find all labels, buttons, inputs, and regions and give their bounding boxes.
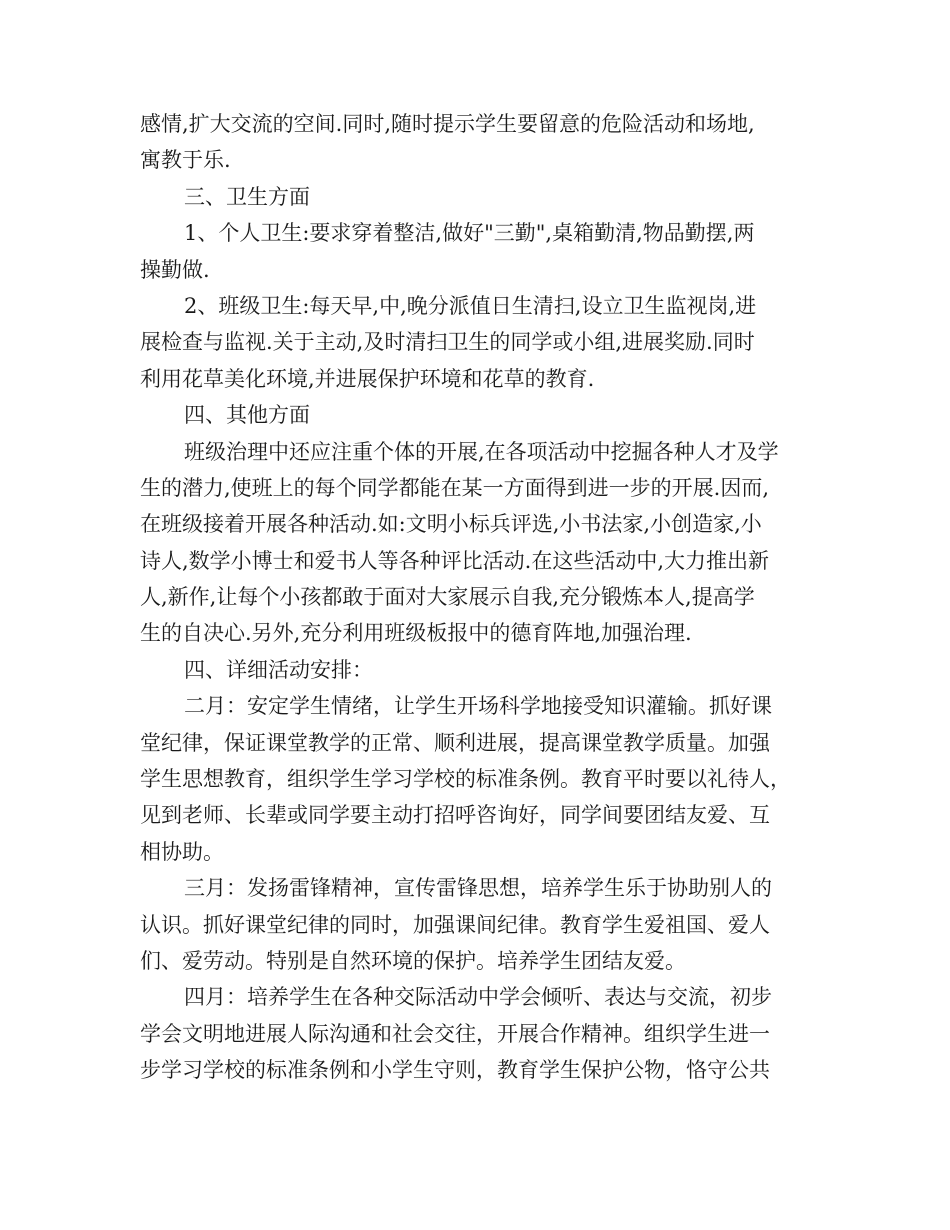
text-line: 三月：发扬雷锋精神，宣传雷锋思想，培养学生乐于协助别人的 [184,876,772,901]
text-line: 相协助。 [140,839,224,864]
document-body [140,106,830,1089]
text-line: 感情,扩大交流的空间.同时,随时提示学生要留意的危险活动和场地, [140,112,755,136]
text-line: 1、个人卫生:要求穿着整洁,做好"三勤",桌箱勤清,物品勤摆,两 [184,221,755,246]
text-line: 步学习学校的标准条例和小学生守则，教育学生保护公物，恪守公共 [140,1058,770,1083]
text-line: 生的潜力,使班上的每个同学都能在某一方面得到进一步的开展.因而, [140,475,770,500]
text-line: 堂纪律，保证课堂教学的正常、顺利进展，提高课堂教学质量。加强 [140,730,770,755]
text-line: 见到老师、长辈或同学要主动打招呼咨询好，同学间要团结友爱、互 [140,803,770,828]
text-line: 班级治理中还应注重个体的开展,在各项活动中挖掘各种人才及学 [184,439,779,464]
text-line: 四、其他方面 [184,403,310,428]
text-line: 学生思想教育，组织学生学习学校的标准条例。教育平时要以礼待人， [140,767,791,792]
text-line: 二月：安定学生情绪，让学生开场科学地接受知识灌输。抓好课 [184,694,772,719]
text-line: 们、爱劳动。特别是自然环境的保护。培养学生团结友爱。 [140,948,686,973]
text-line: 寓教于乐. [140,148,231,173]
text-line: 学会文明地进展人际沟通和社会交往，开展合作精神。组织学生进一 [140,1021,770,1046]
text-line: 2、班级卫生:每天早,中,晚分派值日生清扫,设立卫生监视岗,进 [184,293,757,318]
text-line: 四月：培养学生在各种交际活动中学会倾听、表达与交流，初步 [184,985,772,1010]
text-line: 认识。抓好课堂纪律的同时，加强课间纪律。教育学生爱祖国、爱人 [140,912,770,937]
text-line: 利用花草美化环境,并进展保护环境和花草的教育. [140,366,595,391]
text-line: 操勤做. [140,257,210,282]
text-line: 生的自决心.另外,充分利用班级板报中的德育阵地,加强治理. [140,621,692,646]
text-line: 展检查与监视.关于主动,及时清扫卫生的同学或小组,进展奖励.同时 [140,330,755,355]
text-line: 诗人,数学小博士和爱书人等各种评比活动.在这些活动中,大力推出新 [140,548,770,573]
text-line: 三、卫生方面 [184,184,310,209]
text-line: 四、详细活动安排： [184,657,373,682]
text-line: 在班级接着开展各种活动.如:文明小标兵评选,小书法家,小创造家,小 [140,512,762,537]
text-line: 人,新作,让每个小孩都敢于面对大家展示自我,充分锻炼本人,提高学 [140,585,755,610]
